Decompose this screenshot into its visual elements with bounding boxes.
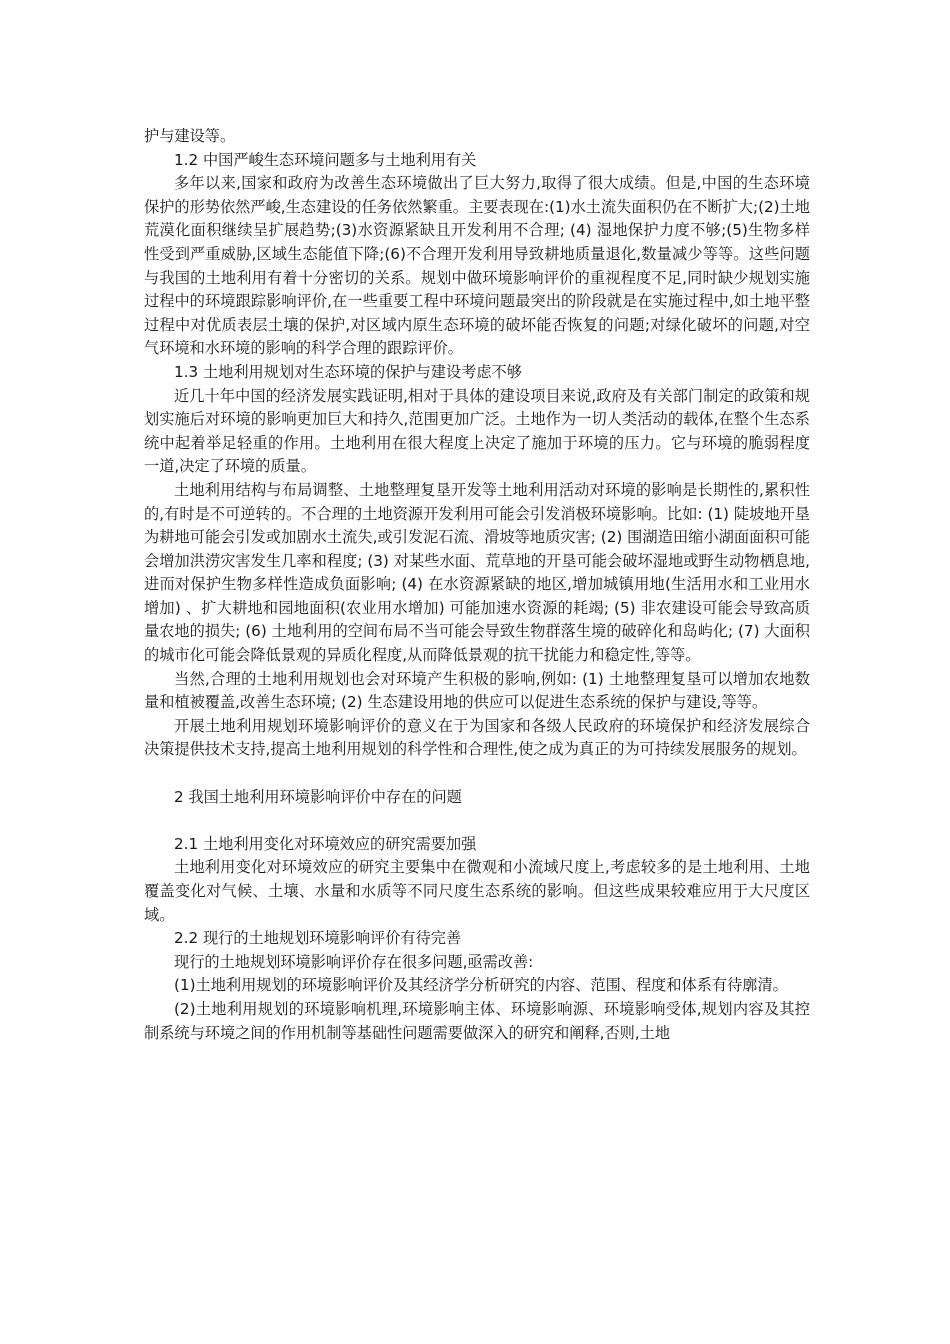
paragraph: 开展土地利用规划环境影响评价的意义在于为国家和各级人民政府的环境保护和经济发展综合决策提供技术支持,提高土地利用规划的科学性和合理性,使之成为真正的为可持续发展服务的规划。 xyxy=(144,716,810,759)
paragraph: 现行的土地规划环境影响评价存在很多问题,亟需改善: xyxy=(174,952,534,971)
section-heading-2-2: 2.2 现行的土地规划环境影响评价有待完善 xyxy=(174,929,462,948)
paragraph: 土地利用变化对环境效应的研究主要集中在微观和小流域尺度上,考虑较多的是土地利用、土地覆盖变化对气候、土壤、水量和水质等不同尺度生态系统的影响。但这些成果较难应用于大尺度区域。 xyxy=(144,858,810,924)
paragraph-continuation: 护与建设等。 xyxy=(144,127,236,145)
list-item: (1)土地利用规划的环境影响评价及其经济学分析研究的内容、范围、程度和体系有待廓清。 xyxy=(174,976,788,995)
section-heading-2: 2 我国土地利用环境影响评价中存在的问题 xyxy=(174,787,462,806)
section-heading-2-1: 2.1 土地利用变化对环境效应的研究需要加强 xyxy=(174,834,477,853)
section-heading-1-3: 1.3 土地利用规划对生态环境的保护与建设考虑不够 xyxy=(174,362,522,381)
document-body xyxy=(144,125,810,1045)
list-item: (2)土地利用规划的环境影响机理,环境影响主体、环境影响源、环境影响受体,规划内容及其控制系统与环境之间的作用机制等基础性问题需要做深入的研究和阐释,否则,土地 xyxy=(144,999,810,1042)
paragraph: 多年以来,国家和政府为改善生态环境做出了巨大努力,取得了很大成绩。但是,中国的生态环境保护的形势依然严峻,生态建设的任务依然繁重。主要表现在:(1)水土流失面积仍在不断扩大;(2)土地荒漠化面积继续呈扩展趋势;(3)水资源紧缺且开发利用不合理; (4) 湿地保护力度不够;(5)生物多样性受到严重威胁,区域生态能值下降;(6)不合理开发利用导致耕地质量退化,数量减少等等。这些问题与我国的土地利用有着十分密切的关系。规划中做环境影响评价的重视程度不足,同时缺少规划实施过程中的环境跟踪影响评价,在一些重要工程中环境问题最突出的阶段就是在实施过程中,如土地平整过程中对优质表层土壤的保护,对区域内原生态环境的破坏能否恢复的问题;对绿化破坏的问题,对空气环境和水环境的影响的科学合理的跟踪评价。 xyxy=(144,174,810,358)
paragraph: 当然,合理的土地利用规划也会对环境产生积极的影响,例如: (1) 土地整理复垦可以增加农地数量和植被覆盖,改善生态环境; (2) 生态建设用地的供应可以促进生态系统的保护与建设,等等。 xyxy=(144,669,810,712)
section-heading-1-2: 1.2 中国严峻生态环境问题多与土地利用有关 xyxy=(174,150,477,169)
paragraph: 土地利用结构与布局调整、土地整理复垦开发等土地利用活动对环境的影响是长期性的,累积性的,有时是不可逆转的。不合理的土地资源开发利用可能会引发消极环境影响。比如: (1) 陡坡地开垦为耕地可能会引发或加剧水土流失,或引发泥石流、滑坡等地质灾害; (2) 围湖造田缩小湖面面积可能会增加洪涝灾害发生几率和程度; (3) 对某些水面、荒草地的开垦可能会破坏湿地或野生动物栖息地,进而对保护生物多样性造成负面影响; (4) 在水资源紧缺的地区,增加城镇用地(生活用水和工业用水增加) 、扩大耕地和园地面积(农业用水增加) 可能加速水资源的耗竭; (5) 非农建设可能会导致高质量农地的损失; (6) 土地利用的空间布局不当可能会导致生物群落生境的破碎化和岛屿化; (7) 大面积的城市化可能会降低景观的异质化程度,从而降低景观的抗干扰能力和稳定性,等等。 xyxy=(144,480,810,665)
paragraph: 近几十年中国的经济发展实践证明,相对于具体的建设项目来说,政府及有关部门制定的政策和规划实施后对环境的影响更加巨大和持久,范围更加广泛。土地作为一切人类活动的载体,在整个生态系统中起着举足轻重的作用。土地利用在很大程度上决定了施加于环境的压力。它与环境的脆弱程度一道,决定了环境的质量。 xyxy=(144,386,810,476)
